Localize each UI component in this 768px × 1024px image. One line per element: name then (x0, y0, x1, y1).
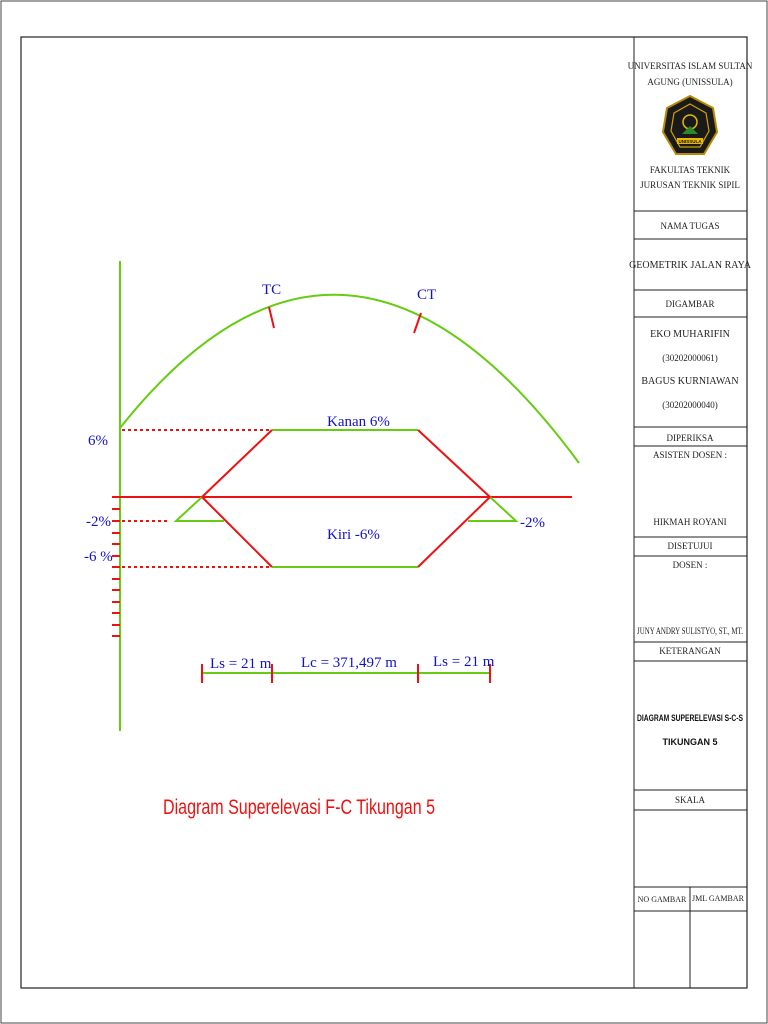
university-logo (663, 96, 717, 154)
ct-label: CT (417, 287, 437, 303)
drawn-id-1: (30202000061) (662, 353, 718, 363)
label-neg6pct: -6 % (84, 549, 113, 565)
task-label: NAMA TUGAS (660, 221, 720, 231)
department-name: JURUSAN TEKNIK SIPIL (640, 180, 740, 190)
diagram-title: Diagram Superelevasi F-C Tikungan 5 (163, 796, 435, 819)
logo-text: UNISSULA (678, 139, 702, 144)
drawn-name-2: BAGUS KURNIAWAN (641, 376, 739, 387)
curve-arc (120, 295, 579, 463)
outer-frame (1, 1, 767, 1023)
checked-label: DIPERIKSA (666, 433, 714, 443)
ct-tick (414, 313, 421, 333)
label-kanan: Kanan 6% (327, 414, 390, 430)
university-name-2: AGUNG (UNISSULA) (647, 77, 733, 87)
label-ls-left: Ls = 21 m (210, 656, 272, 672)
transition-left-down-right (418, 497, 490, 567)
task-value: GEOMETRIK JALAN RAYA (629, 260, 751, 271)
scale-label: SKALA (674, 795, 706, 805)
superelevation-diagram (84, 261, 579, 819)
assistant-label: ASISTEN DOSEN : (652, 450, 728, 460)
drawn-label: DIGAMBAR (665, 299, 715, 309)
left-normal-crown (176, 497, 224, 521)
label-neg2pct: -2% (86, 514, 111, 530)
label-right-neg2pct: -2% (520, 515, 545, 531)
lecturer-label: DOSEN : (672, 560, 708, 570)
label-kiri: Kiri -6% (327, 527, 380, 543)
notes-label: KETERANGAN (659, 646, 721, 656)
title-block (628, 37, 753, 988)
lecturer-name: JUNY ANDRY SULISTYO, ST., MT. (637, 626, 743, 636)
drawing-no-label: NO GAMBAR (637, 895, 687, 904)
axis-ticks (112, 509, 120, 636)
label-6pct: 6% (88, 433, 108, 449)
university-name-1: UNIVERSITAS ISLAM SULTAN (627, 61, 753, 71)
transition-right-up-left (202, 430, 272, 497)
inner-frame (21, 37, 747, 988)
drawn-id-2: (30202000040) (662, 400, 718, 410)
tc-label: TC (262, 282, 282, 298)
approved-label: DISETUJUI (667, 541, 713, 551)
label-ls-right: Ls = 21 m (433, 654, 495, 670)
drawing-count-label: JML GAMBAR (692, 894, 744, 903)
transition-left-down-left (202, 497, 272, 567)
drawn-name-1: EKO MUHARIFIN (650, 329, 730, 340)
tc-tick (269, 307, 274, 328)
transition-right-up-right (418, 430, 490, 497)
faculty-name: FAKULTAS TEKNIK (649, 165, 731, 175)
right-normal-crown (468, 497, 516, 521)
notes-line-1: DIAGRAM SUPERELEVASI S-C-S (637, 713, 743, 723)
notes-line-2: TIKUNGAN 5 (662, 737, 718, 747)
assistant-name: HIKMAH ROYANI (653, 517, 727, 527)
label-lc: Lc = 371,497 m (301, 655, 397, 671)
